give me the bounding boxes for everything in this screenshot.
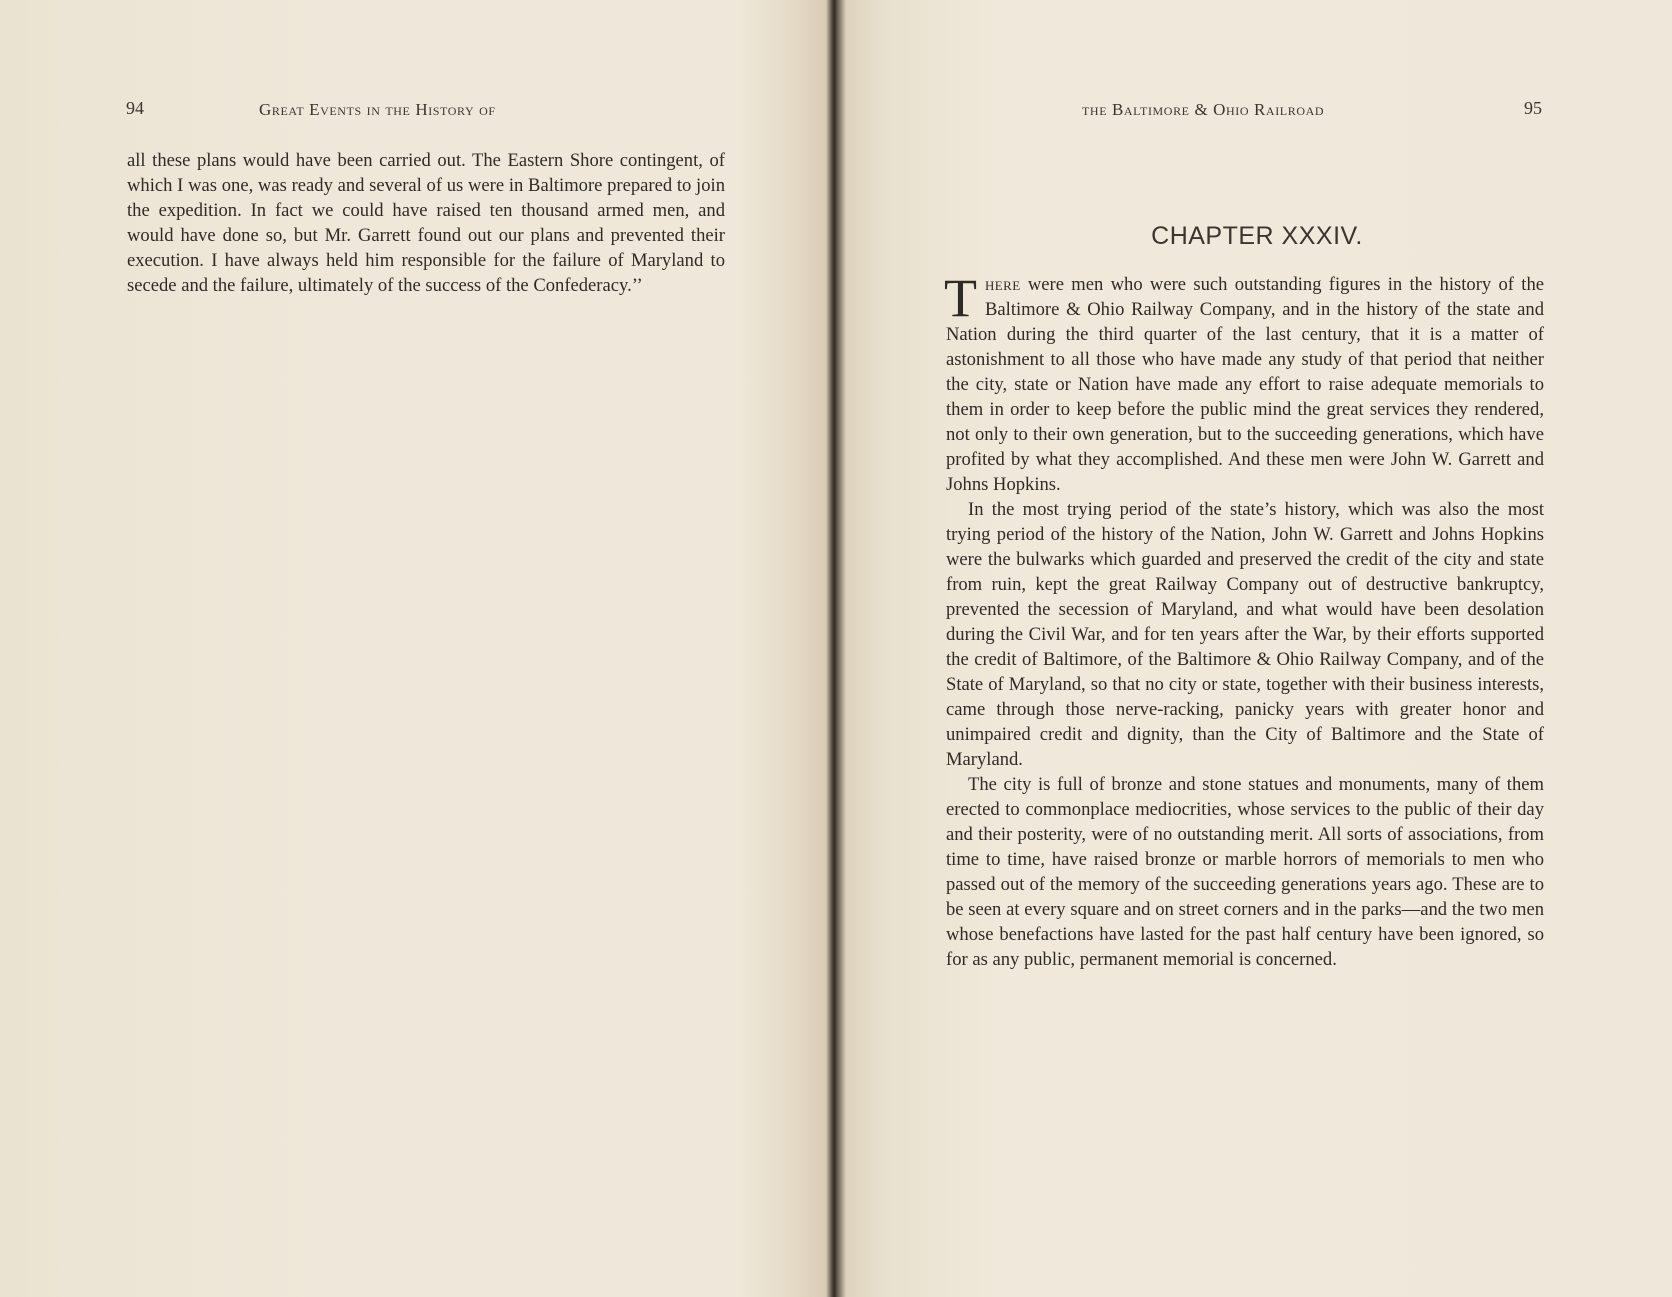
small-caps-lead: here [985, 274, 1021, 295]
left-page [0, 0, 830, 1297]
drop-cap: T [944, 268, 977, 328]
body-text [127, 148, 725, 298]
running-head: the Baltimore & Ohio Railroad [1082, 100, 1325, 119]
page-number: 95 [1524, 98, 1542, 118]
paragraph: In the most trying period of the state’s history, which was also the most trying period of the history of the Nation, John W. Garrett and Johns Hopkins were the bulwarks which guarded and preserved the credit of the city and state from ruin, kept the great Railway Company out of destructive bankruptcy, prevented the secession of Maryland, and what would have been desolation during the Civil War, and for ten years after the War, by their efforts supported the credit of Baltimore, of the Baltimore & Ohio Railway Company, and of the State of Maryland, so that no city or state, together with their business interests, came through those nerve-racking, panicky years with greater honor and unimpaired credit and dignity, than the City of Baltimore and the State of Maryland. [946, 499, 1544, 770]
chapter-title: CHAPTER XXXIV. [1151, 222, 1363, 250]
body-text [944, 268, 1544, 972]
right-page [842, 0, 1672, 1297]
paragraph-text: were men who were such outstanding figures in the history of the Baltimore & Ohio Railway Company, and in the history of the state and Nation during the third quarter of the last century, that it is a matter of astonishment to all those who have made any study of that period that neither the city, state or Nation have made any effort to raise adequate memorials to them in order to keep before the public mind the great services they rendered, not only to their own generation, but to the succeeding generations, which have profited by what they accomplished. And these men were John W. Garrett and Johns Hopkins. [946, 274, 1544, 495]
paragraph: all these plans would have been carried out. The Eastern Shore contingent, of which I was one, was ready and several of us were in Baltimore prepared to join the expedition. In fact we could have raised ten thousand armed men, and would have done so, but Mr. Garrett found out our plans and prevented their execution. I have always held him responsible for the failure of Maryland to secede and the failure, ultimately of the success of the Confederacy.’’ [127, 150, 725, 296]
running-head: Great Events in the History of [259, 100, 496, 119]
opening-paragraph [944, 268, 1544, 497]
paragraph: The city is full of bronze and stone statues and monuments, many of them erected to commonplace mediocrities, whose services to the public of their day and their posterity, were of no outstanding merit. All sorts of associations, from time to time, have raised bronze or marble horrors of memorials to men who passed out of the memory of the succeeding generations years ago. These are to be seen at every square and on street corners and in the parks—and the two men whose benefactions have lasted for the past half century have been ignored, so for as any public, permanent memorial is concerned. [946, 774, 1544, 970]
page-number: 94 [126, 98, 144, 118]
